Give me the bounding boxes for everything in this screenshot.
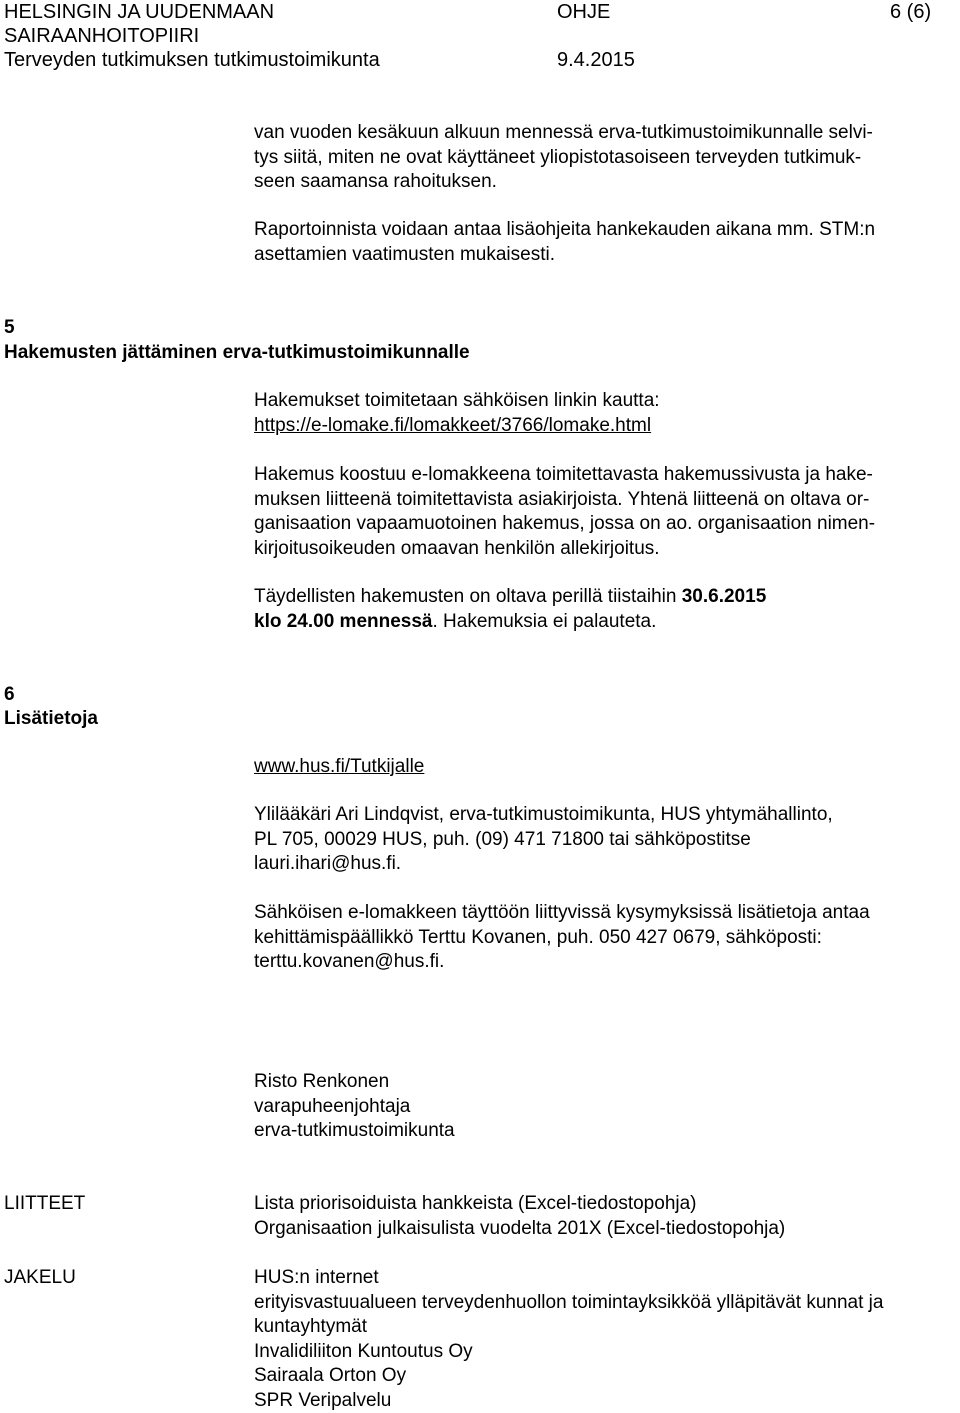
attachment-item: Organisaation julkaisulista vuodelta 201X (Excel-tiedostopohja) [254, 1217, 960, 1242]
signer-role: varapuheenjohtaja [254, 1095, 960, 1120]
text-line: kirjoitusoikeuden omaavan henkilön allekirjoitus. [254, 537, 960, 562]
section-6-number: 6 [4, 683, 15, 707]
text-line: Raportoinnista voidaan antaa lisäohjeita hankekauden aikana mm. STM:n [254, 218, 960, 243]
text-line: Ylilääkäri Ari Lindqvist, erva-tutkimustoimikunta, HUS yhtymähallinto, [254, 803, 960, 828]
distribution-list [254, 1266, 960, 1413]
text-line: asettamien vaatimusten mukaisesti. [254, 243, 960, 268]
section-5-deadline [254, 585, 960, 634]
doc-type: OHJE [557, 0, 610, 24]
signature-block [254, 1070, 960, 1144]
section-5-title: Hakemusten jättäminen erva-tutkimustoimikunnalle [4, 341, 470, 365]
deadline-date: 30.6.2015 [682, 586, 767, 607]
section-6-link-paragraph [254, 755, 960, 780]
distribution-item: kuntayhtymät [254, 1315, 960, 1340]
attachments-label: LIITTEET [4, 1192, 85, 1216]
section-6-contact-2 [254, 901, 960, 975]
section-5-paragraph-1 [254, 389, 960, 438]
text-line: van vuoden kesäkuun alkuun mennessä erva-tutkimustoimikunnalle selvi- [254, 121, 960, 146]
text-line: Hakemus koostuu e-lomakkeena toimitettavasta hakemussivusta ja hake- [254, 463, 960, 488]
unit-name: Terveyden tutkimuksen tutkimustoimikunta [4, 48, 380, 72]
deadline-note: . Hakemuksia ei palauteta. [433, 611, 657, 632]
text-line: terttu.kovanen@hus.fi. [254, 950, 960, 975]
doc-date: 9.4.2015 [557, 48, 635, 72]
attachments-list [254, 1192, 960, 1241]
text-line: muksen liitteenä toimitettavista asiakirjoista. Yhtenä liitteenä on oltava or- [254, 488, 960, 513]
distribution-item: SPR Veripalvelu [254, 1389, 960, 1413]
signer-name: Risto Renkonen [254, 1070, 960, 1095]
text-line: PL 705, 00029 HUS, puh. (09) 471 71800 tai sähköpostitse [254, 828, 960, 853]
text-line: Sähköisen e-lomakkeen täyttöön liittyvissä kysymyksissä lisätietoja antaa [254, 901, 960, 926]
section-5-paragraph-2 [254, 463, 960, 561]
text-line: tys siitä, miten ne ovat käyttäneet yliopistotasoiseen terveyden tutkimuk- [254, 146, 960, 171]
text-line: Hakemukset toimitetaan sähköisen linkin kautta: [254, 389, 960, 414]
distribution-item: erityisvastuualueen terveydenhuollon toimintayksikköä ylläpitävät kunnat ja [254, 1291, 960, 1316]
signer-organization: erva-tutkimustoimikunta [254, 1119, 960, 1144]
text-line: ganisaation vapaamuotoinen hakemus, jossa on ao. organisaation nimen- [254, 512, 960, 537]
text-line: lauri.ihari@hus.fi. [254, 852, 960, 877]
org-name-line2: SAIRAANHOITOPIIRI [4, 24, 199, 48]
org-name-line1: HELSINGIN JA UUDENMAAN [4, 0, 274, 24]
text-line: seen saamansa rahoituksen. [254, 170, 960, 195]
intro-paragraph-2 [254, 218, 960, 267]
section-6-title: Lisätietoja [4, 707, 98, 731]
intro-paragraph-1 [254, 121, 960, 195]
distribution-label: JAKELU [4, 1266, 76, 1290]
distribution-item: Invalidiliiton Kuntoutus Oy [254, 1340, 960, 1365]
section-6-contact-1 [254, 803, 960, 877]
application-form-link[interactable]: https://e-lomake.fi/lomakkeet/3766/lomake.html [254, 415, 651, 436]
deadline-time: klo 24.00 mennessä [254, 611, 433, 632]
distribution-item: HUS:n internet [254, 1266, 960, 1291]
attachment-item: Lista priorisoiduista hankkeista (Excel-tiedostopohja) [254, 1192, 960, 1217]
section-5-number: 5 [4, 316, 15, 340]
page-number: 6 (6) [890, 0, 931, 24]
deadline-text: Täydellisten hakemusten on oltava perillä tiistaihin [254, 586, 682, 607]
researcher-info-link[interactable]: www.hus.fi/Tutkijalle [254, 756, 424, 777]
text-line: kehittämispäällikkö Terttu Kovanen, puh. 050 427 0679, sähköposti: [254, 926, 960, 951]
distribution-item: Sairaala Orton Oy [254, 1364, 960, 1389]
